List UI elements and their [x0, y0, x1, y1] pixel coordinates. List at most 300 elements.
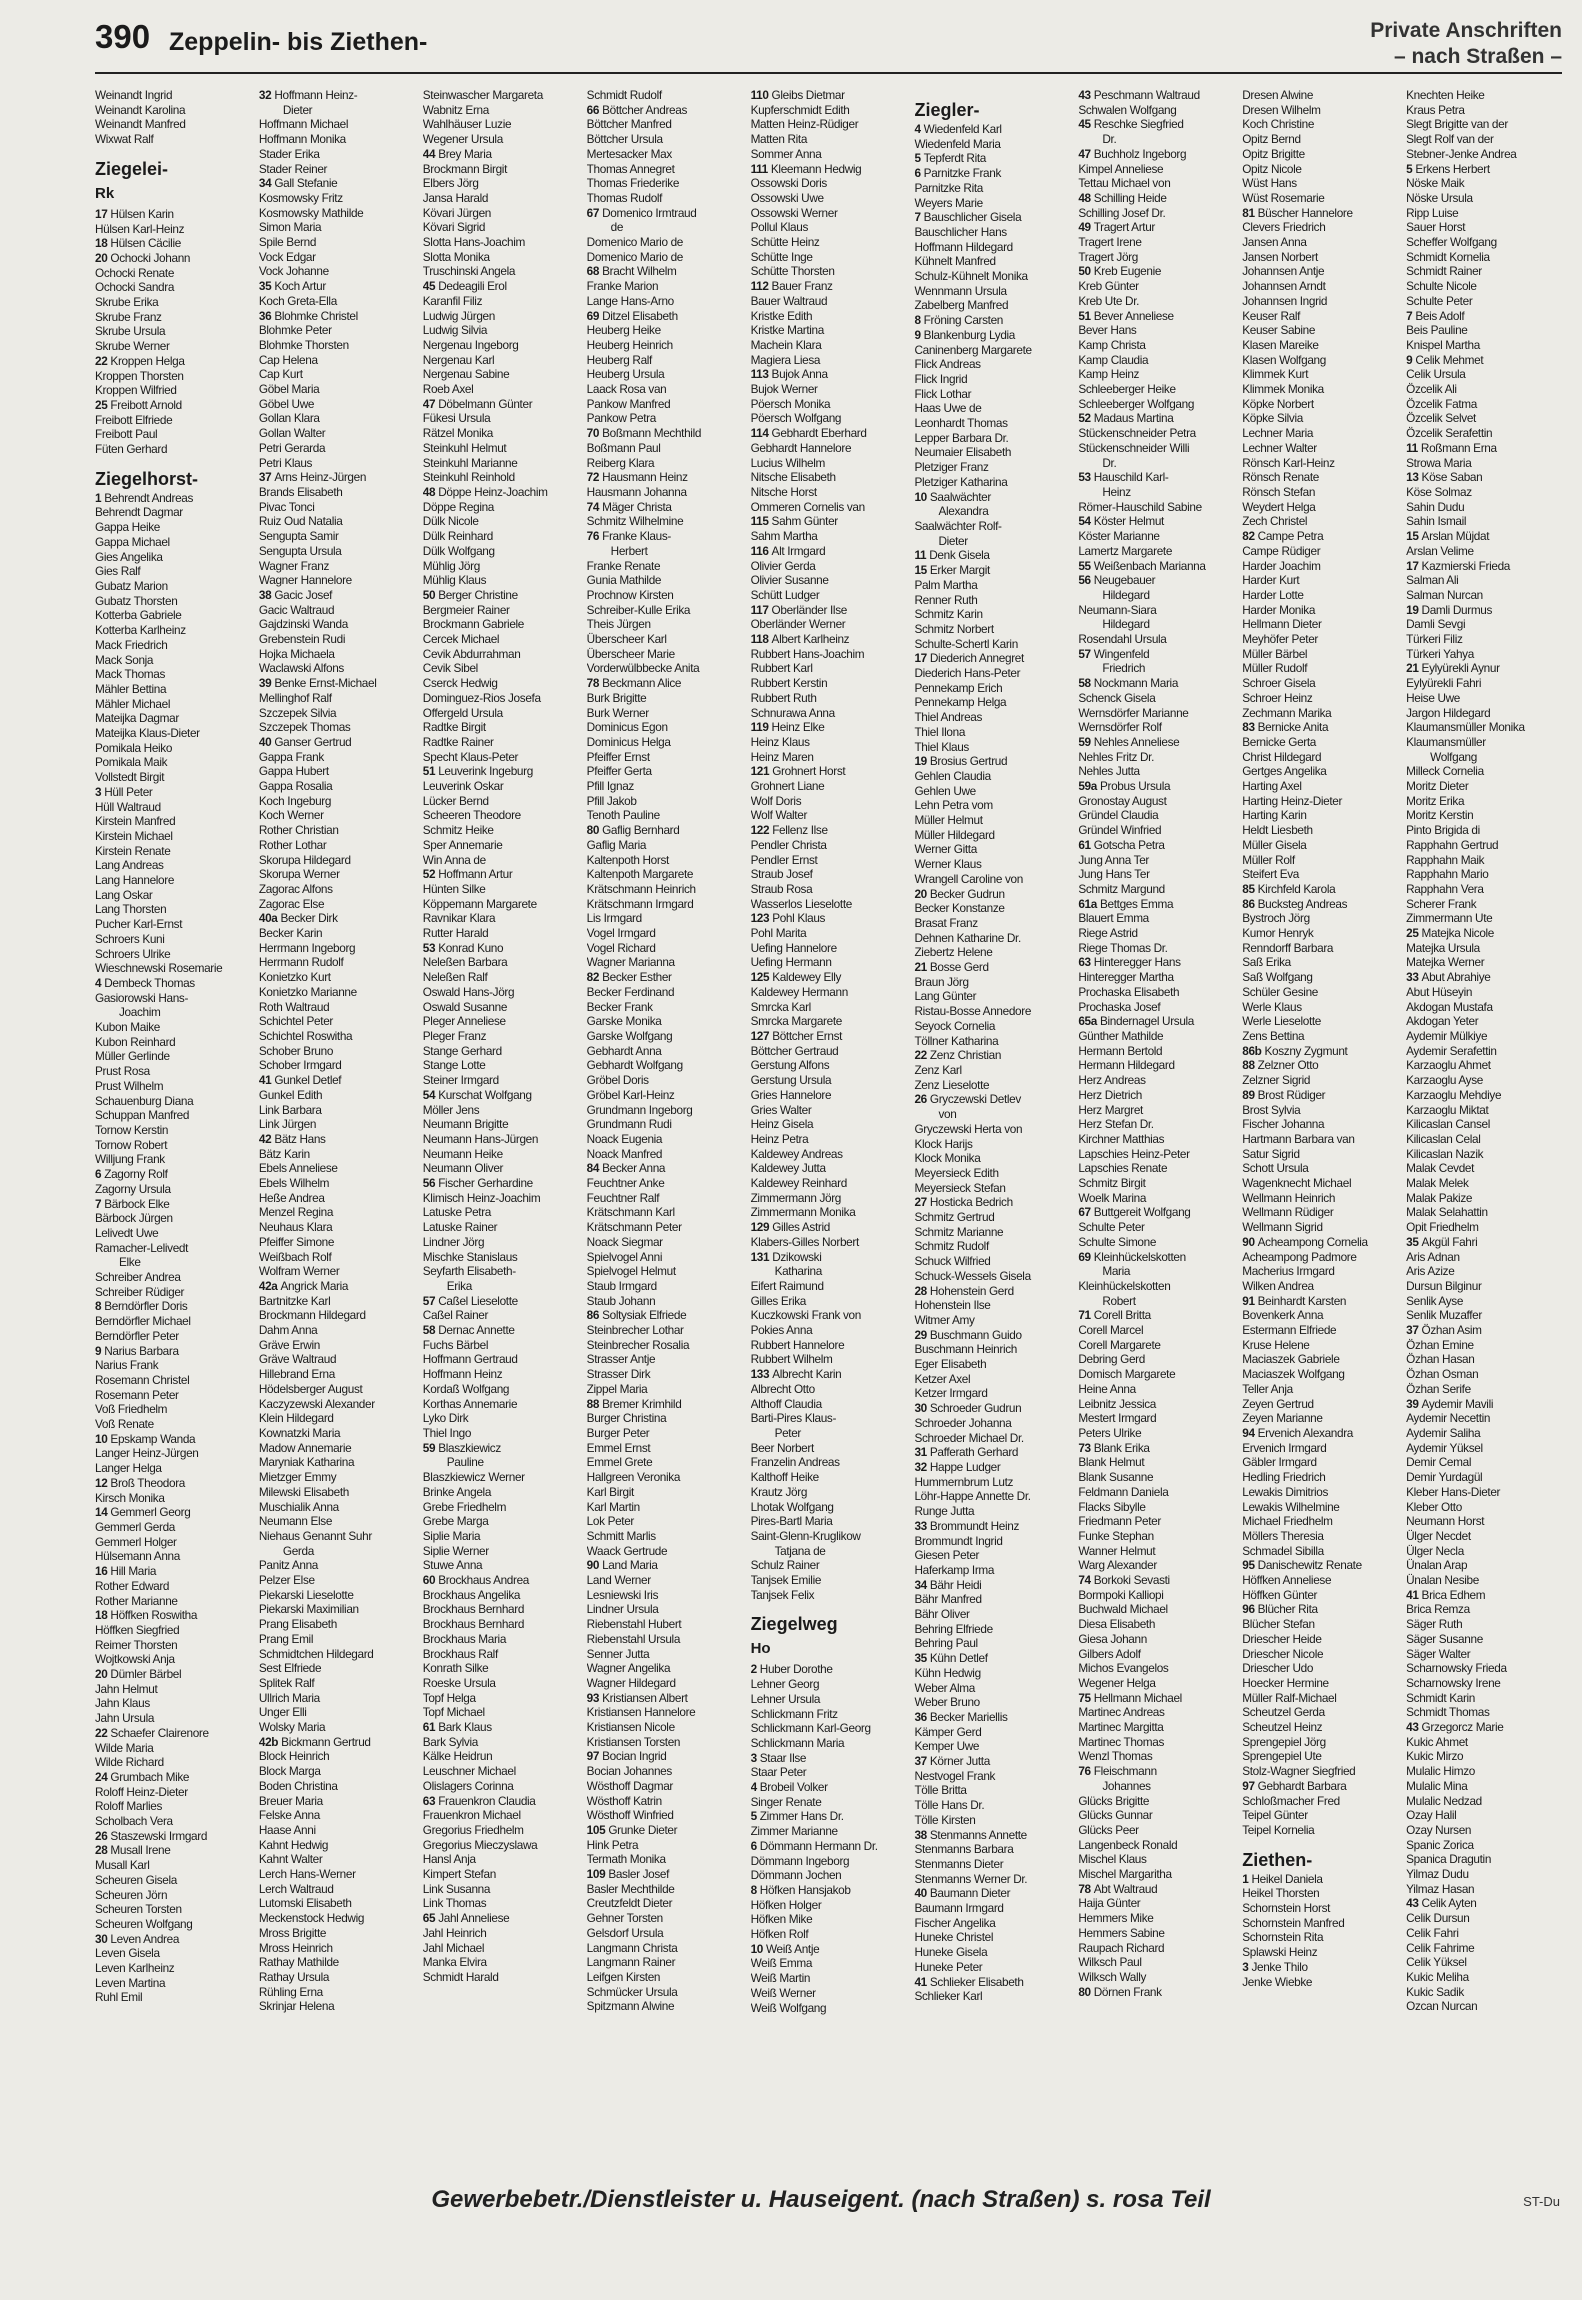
resident-entry: Gründel Winfried — [1078, 823, 1162, 838]
resident-entry: Matten Heinz-Rüdiger — [750, 117, 859, 132]
resident-entry: Kamp Christa — [1078, 337, 1146, 352]
resident-entry: 19 Brosius Gertrud — [914, 754, 1008, 769]
resident-entry: Pankow Manfred — [586, 396, 671, 411]
resident-entry: Zens Bettina — [1242, 1029, 1305, 1043]
resident-entry: Scheeren Theodore — [422, 808, 521, 823]
resident-entry: Hohenstein Ilse — [914, 1298, 991, 1313]
resident-entry: Boden Christina — [258, 1778, 338, 1793]
resident-entry: Kotterba Gabriele — [95, 608, 182, 623]
resident-entry: Schloßmacher Fred — [1242, 1793, 1340, 1808]
resident-entry: Gebhardt Hannelore — [750, 440, 852, 455]
house-number: 90 — [586, 1558, 600, 1573]
resident-entry: Mischel Klaus — [1078, 1852, 1147, 1867]
resident-entry: 89 Brost Rüdiger — [1242, 1087, 1326, 1102]
resident-entry: Prochnow Kirsten — [586, 587, 674, 602]
resident-entry: Schuppan Manfred — [95, 1108, 190, 1123]
resident-entry: Muschialik Anna — [258, 1499, 339, 1514]
resident-entry: Strasser Antje — [586, 1352, 656, 1367]
house-number: 105 — [586, 1822, 606, 1837]
resident-entry: Kupferschmidt Edith — [750, 102, 850, 117]
resident-entry: 45 Reschke Siegfried — [1078, 117, 1184, 132]
resident-entry: Piekarski Lieselotte — [258, 1587, 354, 1602]
resident-entry: 43 Peschmann Waltraud — [1078, 88, 1200, 102]
resident-entry: Zeyen Gertrud — [1242, 1396, 1314, 1411]
resident-entry: Kämper Gerd — [914, 1724, 982, 1739]
resident-entry: Gründel Claudia — [1078, 808, 1159, 823]
entry-continuation: von — [938, 1107, 957, 1122]
house-number: 8 — [750, 1882, 757, 1897]
resident-entry: Gubatz Thorsten — [95, 593, 178, 608]
resident-entry: Konietzko Marianne — [258, 984, 357, 999]
house-number: 67 — [1078, 1205, 1091, 1220]
resident-entry: Nitsche Elisabeth — [750, 470, 836, 485]
entry-continuation: Pauline — [446, 1455, 484, 1470]
resident-entry: Johannsen Ingrid — [1242, 293, 1328, 308]
resident-entry: 7 Bauschlicher Gisela — [914, 210, 1022, 225]
resident-entry: Löhr-Happe Annette Dr. — [914, 1489, 1031, 1504]
resident-entry: 127 Böttcher Ernst — [750, 1029, 843, 1043]
resident-entry: Gröbel Karl-Heinz — [586, 1087, 675, 1102]
resident-entry: Gryczewski Herta von — [914, 1121, 1023, 1136]
resident-entry: Lis Irmgard — [586, 911, 642, 926]
house-number: 6 — [95, 1167, 102, 1182]
resident-entry: Müller Hildegard — [914, 827, 995, 842]
resident-entry: Noack Eugenia — [586, 1131, 663, 1146]
resident-entry: Özhan Serife — [1406, 1381, 1471, 1396]
resident-entry: Leonhardt Thomas — [914, 416, 1008, 431]
resident-entry: Brockhaus Bernhard — [422, 1602, 525, 1617]
house-number: 42b — [258, 1734, 279, 1749]
resident-entry: Höfken Mike — [750, 1912, 813, 1927]
resident-entry: Stange Lotte — [422, 1058, 486, 1073]
resident-entry: Blohmke Peter — [258, 323, 332, 338]
house-number: 43 — [1078, 88, 1091, 102]
resident-entry: Yilmaz Hasan — [1406, 1881, 1475, 1896]
house-number: 48 — [422, 484, 436, 499]
resident-entry: 7 Bärbock Elke — [95, 1196, 170, 1211]
resident-entry: Elbers Jörg — [422, 176, 479, 191]
resident-entry: Kristke Edith — [750, 308, 813, 323]
resident-entry: Kordaß Wolfgang — [422, 1381, 510, 1396]
resident-entry: Sahin Dudu — [1406, 499, 1465, 514]
resident-entry: 35 Akgül Fahri — [1406, 1234, 1478, 1249]
resident-entry: Bovenkerk Anna — [1242, 1308, 1324, 1323]
house-number: 34 — [914, 1577, 927, 1592]
resident-entry: Renner Ruth — [914, 592, 978, 607]
resident-entry: 75 Hellmann Michael — [1078, 1690, 1182, 1705]
resident-entry: Schütt Ludger — [750, 587, 820, 602]
house-number: 20 — [95, 1667, 108, 1682]
resident-entry: Slotta Hans-Joachim — [422, 235, 525, 250]
resident-entry: Säger Susanne — [1406, 1631, 1483, 1646]
resident-entry: Christ Hildegard — [1242, 749, 1322, 764]
resident-entry: Huneke Peter — [914, 1959, 983, 1974]
house-number: 26 — [914, 1092, 927, 1107]
resident-entry: 14 Gemmerl Georg — [95, 1505, 191, 1520]
resident-entry: Wösthoff Winfried — [586, 1808, 674, 1823]
resident-entry: Knispel Martha — [1406, 337, 1480, 352]
resident-entry: Lamertz Margarete — [1078, 543, 1173, 558]
house-number: 13 — [1406, 470, 1419, 485]
resident-entry: Ülger Necdet — [1406, 1528, 1471, 1543]
house-number: 39 — [258, 676, 272, 691]
resident-entry: Harting Heinz-Dieter — [1242, 793, 1343, 808]
resident-entry: Schott Ursula — [1242, 1161, 1309, 1176]
resident-entry: Haase Anni — [258, 1822, 316, 1837]
house-number: 15 — [914, 563, 927, 578]
resident-entry: Kroppen Thorsten — [95, 368, 184, 383]
resident-entry: 36 Blohmke Christel — [258, 308, 358, 323]
resident-entry: Pfeiffer Simone — [258, 1234, 335, 1249]
resident-entry: Pucher Karl-Ernst — [95, 917, 183, 932]
resident-entry: Harting Karin — [1242, 808, 1307, 823]
resident-entry: 63 Frauenkron Claudia — [422, 1793, 536, 1808]
house-number: 2 — [750, 1662, 757, 1677]
resident-entry: Kownatzki Maria — [258, 1425, 341, 1440]
house-number: 36 — [258, 308, 272, 323]
resident-entry: Nestvogel Frank — [914, 1768, 996, 1783]
resident-entry: Kälke Heidrun — [422, 1749, 493, 1764]
entry-continuation: Gerda — [282, 1543, 314, 1558]
resident-entry: Reimer Thorsten — [95, 1637, 178, 1652]
resident-entry: Heinz Gisela — [750, 1117, 814, 1132]
resident-entry: 42a Angrick Maria — [258, 1278, 349, 1293]
resident-entry: Wilksch Wally — [1078, 1970, 1147, 1984]
resident-entry: Breuer Maria — [258, 1793, 323, 1808]
resident-entry: Emmel Grete — [586, 1455, 653, 1470]
house-number: 50 — [422, 587, 436, 602]
resident-entry: Kirsch Monika — [95, 1490, 165, 1505]
resident-entry: 65 Jahl Anneliese — [422, 1911, 510, 1926]
resident-entry: Schulte Peter — [1078, 1220, 1145, 1235]
resident-entry: Sper Annemarie — [422, 837, 503, 852]
resident-entry: Schleeberger Wolfgang — [1078, 396, 1195, 411]
house-number: 17 — [95, 206, 108, 221]
resident-entry: Voß Friedhelm — [95, 1402, 168, 1417]
resident-entry: 80 Gaflig Bernhard — [586, 823, 680, 838]
resident-entry: Stader Erika — [258, 146, 320, 161]
resident-entry: 8 Fröning Carsten — [914, 313, 1004, 328]
resident-entry: Kristke Martina — [750, 323, 824, 338]
resident-entry: Klasen Mareike — [1242, 337, 1319, 352]
resident-entry: Salman Nurcan — [1406, 587, 1483, 602]
resident-entry: Gappa Heike — [95, 520, 161, 535]
resident-entry: Link Susanna — [422, 1881, 491, 1896]
resident-entry: 129 Gilles Astrid — [750, 1220, 830, 1235]
section-title — [1370, 18, 1562, 70]
resident-entry: Karl Birgit — [586, 1484, 634, 1499]
resident-entry: Steiner Irmgard — [422, 1073, 499, 1088]
resident-entry: Szczepek Thomas — [258, 720, 351, 735]
house-number: 81 — [1242, 205, 1255, 220]
resident-entry: Sprengepiel Jörg — [1242, 1734, 1326, 1749]
resident-entry: Straub Rosa — [750, 881, 813, 896]
resident-entry: Wösthoff Katrin — [586, 1793, 662, 1808]
resident-entry: 56 Neugebauer — [1078, 573, 1156, 588]
resident-entry: 3 Hüll Peter — [95, 784, 153, 799]
resident-entry: 76 Fleischmann — [1078, 1764, 1157, 1779]
resident-entry: Überscheer Karl — [586, 632, 667, 647]
resident-entry: Klaumansmüller — [1406, 734, 1486, 749]
resident-entry: Scharnowsky Frieda — [1406, 1661, 1507, 1676]
resident-entry: Manka Elvira — [422, 1955, 487, 1970]
resident-entry: Höfken Holger — [750, 1897, 822, 1912]
resident-entry: 34 Gall Stefanie — [258, 176, 338, 191]
resident-entry: Rosendahl Ursula — [1078, 632, 1167, 647]
resident-entry: Ziebertz Helene — [914, 945, 993, 960]
resident-entry: Kimpel Anneliese — [1078, 161, 1164, 176]
resident-entry: Zagorac Alfons — [258, 881, 333, 896]
resident-entry: Franzelin Andreas — [750, 1455, 840, 1470]
resident-entry: Hoffmann Gertraud — [422, 1352, 518, 1367]
resident-entry: Schulte-Schertl Karin — [914, 636, 1018, 651]
resident-entry: Hedling Friedrich — [1242, 1470, 1326, 1485]
resident-entry: Pfeiffer Gerta — [586, 764, 652, 779]
house-number: 69 — [1078, 1249, 1091, 1264]
resident-entry: 18 Hülsen Cäcilie — [95, 236, 181, 251]
resident-entry: Heuberg Ralf — [586, 352, 652, 367]
resident-entry: Roloff Marlies — [95, 1799, 162, 1814]
resident-entry: Cercek Michael — [422, 632, 500, 647]
resident-entry: Steinkuhl Helmut — [422, 440, 507, 455]
street-heading: Ziethen- — [1242, 1849, 1313, 1870]
resident-entry: 78 Abt Waltraud — [1078, 1881, 1158, 1896]
resident-entry: Leuschner Michael — [422, 1764, 516, 1779]
resident-entry: Bähr Oliver — [914, 1607, 970, 1622]
resident-entry: Rapphahn Gertrud — [1406, 837, 1499, 852]
resident-entry: Pohl Marita — [750, 926, 807, 941]
resident-entry: Neumann Hans-Jürgen — [422, 1131, 539, 1146]
resident-entry: 69 Kleinhückelskotten — [1078, 1249, 1186, 1264]
resident-entry: Lesniewski Iris — [586, 1587, 659, 1602]
resident-entry: Becker Frank — [586, 999, 653, 1014]
resident-entry: 42b Bickmann Gertrud — [258, 1734, 371, 1749]
resident-entry: Schnurawa Anna — [750, 705, 835, 720]
resident-entry: Blaszkiewicz Werner — [422, 1470, 525, 1485]
resident-entry: 111 Kleemann Hedwig — [750, 161, 862, 176]
resident-entry: Ludwig Silvia — [422, 323, 488, 338]
resident-entry: Neumann Heike — [422, 1146, 503, 1161]
resident-entry: Schmitz Karin — [914, 607, 983, 622]
resident-entry: Karzaoglu Ayse — [1406, 1073, 1483, 1088]
resident-entry: Wagner Hannelore — [258, 573, 352, 588]
resident-entry: Koch Ingeburg — [258, 793, 332, 808]
resident-entry: Spanica Dragutin — [1406, 1852, 1492, 1867]
resident-entry: Wagner Hildegard — [586, 1675, 676, 1690]
resident-entry: Müller Bärbel — [1242, 646, 1308, 661]
resident-entry: Boßmann Paul — [586, 440, 661, 455]
house-number: 89 — [1242, 1087, 1255, 1102]
house-number: 45 — [1078, 117, 1091, 132]
resident-entry: Mross Heinrich — [258, 1940, 333, 1955]
resident-entry: Palm Martha — [914, 577, 978, 592]
resident-entry: 56 Fischer Gerhardine — [422, 1176, 533, 1191]
resident-entry: Prang Emil — [258, 1631, 314, 1646]
resident-entry: 97 Gebhardt Barbara — [1242, 1778, 1347, 1793]
resident-entry: Döppe Regina — [422, 499, 495, 514]
resident-entry: 15 Arslan Müjdat — [1406, 529, 1490, 544]
house-number: 58 — [422, 1323, 436, 1338]
street-heading: Ziegelweg — [750, 1614, 838, 1635]
house-number: 117 — [750, 602, 769, 617]
house-number: 80 — [586, 823, 600, 838]
resident-entry: Prochaska Josef — [1078, 999, 1161, 1014]
resident-entry: Behring Paul — [914, 1636, 978, 1651]
resident-entry: Bartnitzke Karl — [258, 1293, 331, 1308]
resident-entry: Gronostay August — [1078, 793, 1167, 808]
resident-entry: Schornstein Rita — [1242, 1930, 1324, 1945]
resident-entry: Scholbach Vera — [95, 1814, 173, 1829]
resident-entry: Gehner Torsten — [586, 1911, 663, 1926]
resident-entry: 42 Bätz Hans — [258, 1131, 326, 1146]
resident-entry: Rubbert Hannelore — [750, 1337, 845, 1352]
resident-entry: Burger Christina — [586, 1411, 667, 1426]
resident-entry: Herrmann Rudolf — [258, 955, 344, 970]
resident-entry: Özcelik Serafettin — [1406, 426, 1493, 441]
resident-entry: Pendler Christa — [750, 837, 827, 852]
house-number: 43 — [1406, 1896, 1419, 1911]
house-number: 72 — [586, 470, 600, 485]
resident-entry: Hülsemann Anna — [95, 1549, 180, 1564]
house-number: 129 — [750, 1220, 770, 1235]
resident-entry: Wagner Franz — [258, 558, 329, 573]
resident-entry: Zelzner Sigrid — [1242, 1073, 1311, 1088]
resident-entry: Sprengepiel Ute — [1242, 1749, 1322, 1764]
resident-entry: Flick Andreas — [914, 357, 981, 372]
house-number: 38 — [914, 1827, 927, 1842]
resident-entry: 52 Madaus Martina — [1078, 411, 1174, 426]
resident-entry: Zagorac Else — [258, 896, 325, 911]
resident-entry: 4 Wiedenfeld Karl — [914, 122, 1002, 136]
resident-entry: Olivier Gerda — [750, 558, 816, 573]
resident-entry: Witmer Amy — [914, 1312, 975, 1327]
house-number: 45 — [422, 279, 436, 294]
entry-continuation: Dieter — [282, 102, 313, 117]
resident-entry: Grebe Friedhelm — [422, 1499, 507, 1514]
resident-entry: Gubatz Marion — [95, 578, 168, 593]
resident-entry: Corell Marcel — [1078, 1323, 1144, 1338]
resident-entry: Behring Elfriede — [914, 1621, 993, 1636]
resident-entry: Rubbert Kerstin — [750, 676, 828, 691]
house-number: 9 — [914, 327, 921, 342]
directory-column — [1242, 88, 1398, 2183]
resident-entry: Dehnen Katharine Dr. — [914, 930, 1021, 945]
resident-entry: Grohnert Liane — [750, 779, 825, 794]
resident-entry: Stolz-Wagner Siegfried — [1242, 1764, 1356, 1779]
resident-entry: Leven Karlheinz — [95, 1961, 175, 1976]
resident-entry: Eylyürekli Fahri — [1406, 676, 1482, 691]
resident-entry: Simon Maria — [258, 220, 322, 235]
house-number: 58 — [1078, 676, 1091, 691]
house-number: 55 — [1078, 558, 1091, 573]
resident-entry: Moritz Kerstin — [1406, 808, 1474, 823]
resident-entry: Flick Ingrid — [914, 371, 968, 386]
directory-column — [259, 88, 415, 2183]
house-number: 82 — [1242, 529, 1255, 544]
resident-entry: Noack Manfred — [586, 1146, 663, 1161]
house-number: 90 — [1242, 1234, 1255, 1249]
resident-entry: Klimmek Monika — [1242, 382, 1324, 397]
resident-entry: Fischer Johanna — [1242, 1117, 1325, 1132]
resident-entry: Skrube Erika — [95, 295, 159, 310]
resident-entry: Spanic Zorica — [1406, 1837, 1474, 1852]
house-number: 30 — [914, 1401, 927, 1416]
house-number: 3 — [750, 1750, 757, 1765]
resident-entry: Huneke Gisela — [914, 1945, 988, 1960]
resident-entry: Pennekamp Erich — [914, 680, 1003, 695]
resident-entry: Mühlig Jörg — [422, 558, 480, 573]
page-number: 390 — [95, 18, 151, 55]
resident-entry: Menzel Regina — [258, 1205, 334, 1220]
house-number: 5 — [914, 151, 921, 166]
resident-entry: Schichtel Peter — [258, 1014, 333, 1029]
resident-entry: Demir Yurdagül — [1406, 1470, 1483, 1485]
resident-entry: 22 Schaefer Clairenore — [95, 1725, 209, 1740]
resident-entry: Ketzer Irmgard — [914, 1386, 988, 1401]
resident-entry: Ervenich Irmgard — [1242, 1440, 1327, 1455]
resident-entry: Krätschmann Karl — [586, 1205, 675, 1220]
resident-entry: Riege Thomas Dr. — [1078, 940, 1168, 955]
resident-entry: Petri Gerarda — [258, 440, 326, 455]
resident-entry: Pleger Anneliese — [422, 1014, 506, 1029]
house-number: 41 — [1406, 1587, 1419, 1602]
resident-entry: Rubbert Ruth — [750, 690, 817, 705]
house-number: 95 — [1242, 1558, 1255, 1573]
resident-entry: Opitz Brigitte — [1242, 146, 1305, 161]
house-number: 33 — [914, 1518, 927, 1533]
resident-entry: Smrcka Margarete — [750, 1014, 842, 1029]
resident-entry: Rutter Harald — [422, 926, 489, 941]
resident-entry: Becker Karin — [258, 926, 323, 941]
resident-entry: Musall Karl — [95, 1858, 150, 1873]
resident-entry: 70 Boßmann Mechthild — [586, 426, 702, 441]
resident-entry: Schütte Inge — [750, 249, 813, 264]
resident-entry: 122 Fellenz Ilse — [750, 823, 828, 838]
resident-entry: Burk Brigitte — [586, 690, 647, 705]
directory-column — [587, 88, 743, 2183]
resident-entry: Pöersch Monika — [750, 396, 831, 411]
house-number: 51 — [1078, 308, 1091, 323]
resident-entry: Göbel Maria — [258, 382, 320, 397]
resident-entry: Topf Helga — [422, 1690, 476, 1705]
resident-entry: 6 Parnitzke Frank — [914, 166, 1002, 181]
house-number: 26 — [95, 1828, 108, 1843]
resident-entry: 8 Berndörfler Doris — [95, 1299, 188, 1314]
resident-entry: Zagorny Ursula — [95, 1181, 171, 1196]
resident-entry: Lapschies Heinz-Peter — [1078, 1146, 1190, 1161]
resident-entry: Kühn Hedwig — [914, 1665, 981, 1680]
resident-entry: Roloff Heinz-Dieter — [95, 1784, 188, 1799]
entry-continuation: Heinz — [1102, 484, 1131, 499]
resident-entry: Hillebrand Erna — [258, 1367, 335, 1382]
resident-entry: Schuck Wilfried — [914, 1254, 991, 1269]
resident-entry: 61a Bettges Emma — [1078, 896, 1174, 911]
resident-entry: Noack Siegmar — [586, 1234, 663, 1249]
resident-entry: Renndorff Barbara — [1242, 940, 1334, 955]
resident-entry: Siplie Maria — [422, 1528, 481, 1543]
resident-entry: Strasser Dirk — [586, 1367, 651, 1382]
resident-entry: Rother Edward — [95, 1578, 170, 1593]
resident-entry: Meyersieck Stefan — [914, 1180, 1006, 1195]
resident-entry: Kilicaslan Cansel — [1406, 1117, 1491, 1132]
resident-entry: Mulalic Mina — [1406, 1778, 1468, 1793]
resident-entry: 123 Pohl Klaus — [750, 911, 826, 926]
resident-entry: Stückenschneider Petra — [1078, 426, 1196, 441]
resident-entry: Michael Friedhelm — [1242, 1514, 1333, 1529]
resident-entry: Gries Walter — [750, 1102, 812, 1117]
resident-entry: 83 Bernicke Anita — [1242, 720, 1329, 735]
resident-entry: Schmitz Gertrud — [914, 1210, 995, 1225]
